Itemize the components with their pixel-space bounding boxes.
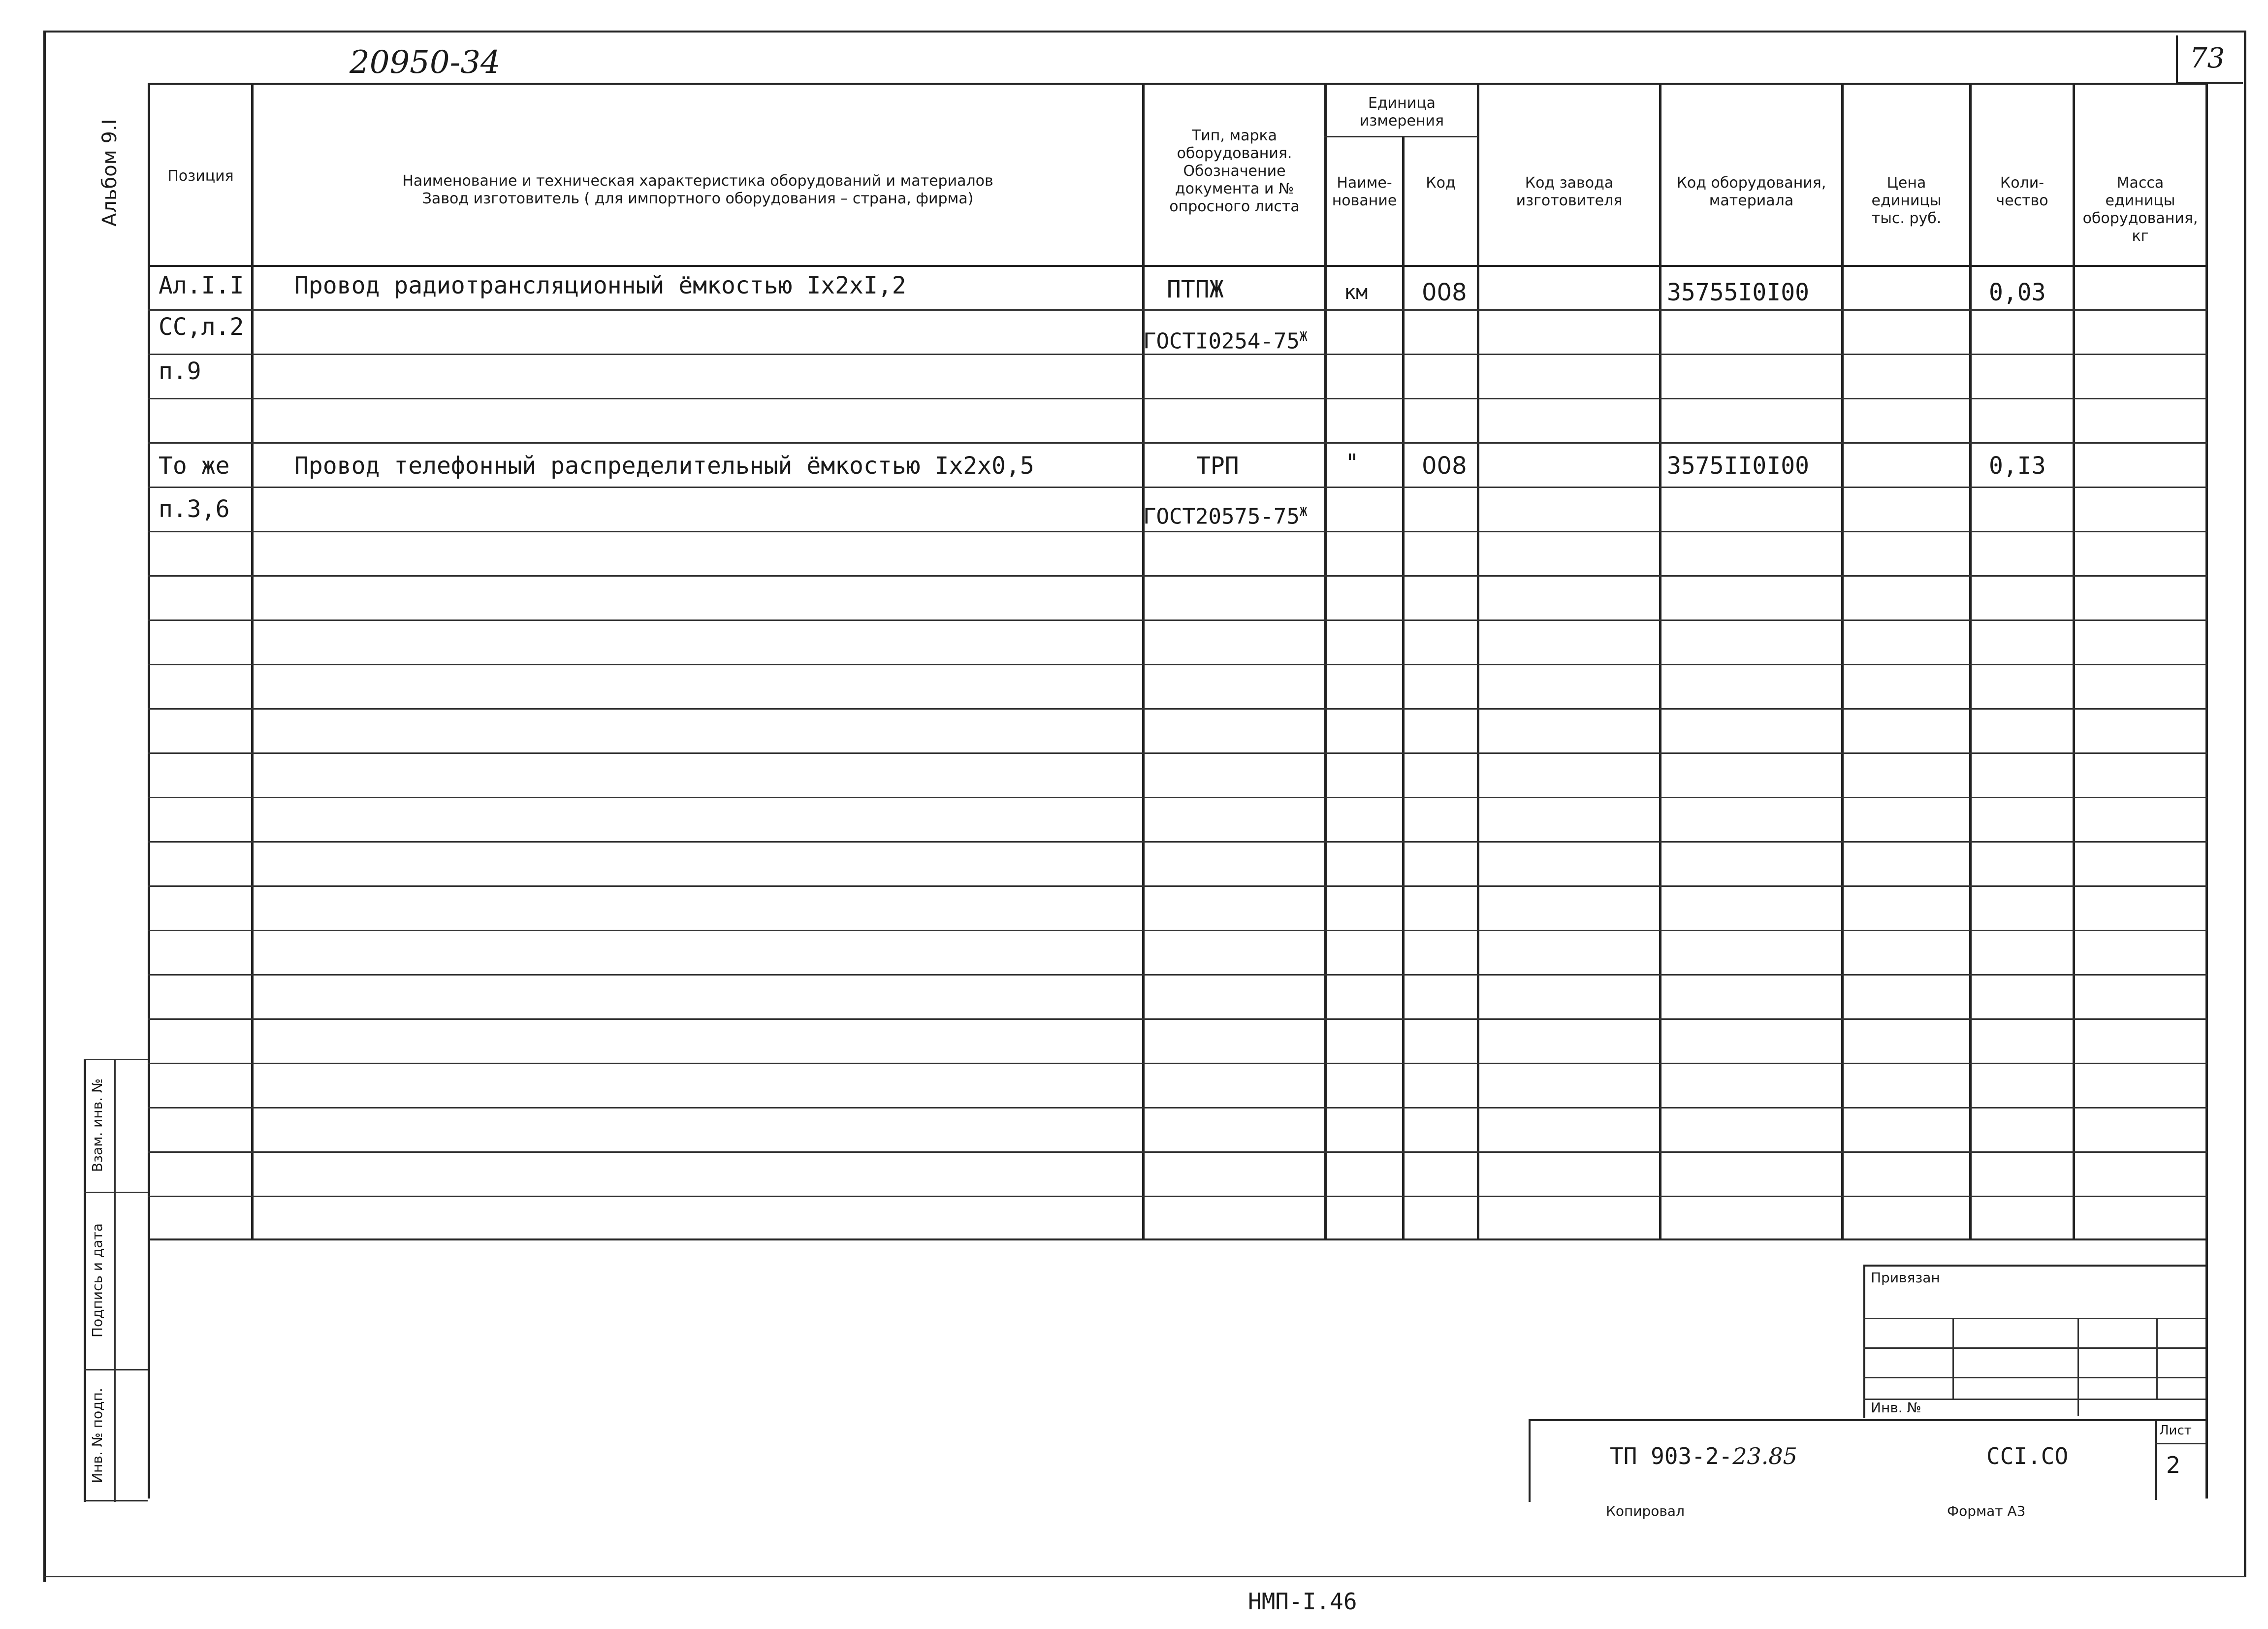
cell-unit-code: 008 (1422, 279, 1467, 306)
sheet-label: Лист (2159, 1423, 2192, 1438)
row-line (148, 398, 2207, 399)
header-quantity: Коли- чество (1996, 174, 2048, 209)
linked-label: Привязан (1871, 1270, 1940, 1286)
sheet-number: 2 (2166, 1452, 2181, 1478)
table-left (148, 83, 150, 1499)
row-line (148, 1107, 2207, 1108)
row-line (148, 974, 2207, 976)
cell-equipment-code: 3575II0I00 (1667, 452, 1809, 480)
sheet-box-div (2155, 1443, 2205, 1444)
row-line (148, 930, 2207, 931)
stamp-inv-original: Инв. № подп. (89, 1388, 105, 1483)
frame-left (43, 31, 46, 1582)
row-line (148, 797, 2207, 798)
cell-quantity: 0,I3 (1989, 452, 2046, 480)
header-type: Тип, марка оборудования. Обозначение документа и № опросного листа (1169, 127, 1300, 215)
col-sep-1 (251, 83, 254, 1240)
type-value: ГОСТI0254-75 (1143, 328, 1300, 354)
col-sep-9 (2073, 83, 2075, 1240)
cell-equipment-code: 35755I0I00 (1667, 279, 1809, 306)
cell-unit: км (1344, 281, 1368, 304)
linked-grid-v (2156, 1318, 2158, 1399)
cell-quantity: 0,03 (1989, 279, 2046, 306)
row-line (148, 1018, 2207, 1020)
cell-type: ПТПЖ (1167, 276, 1224, 303)
row-line (148, 885, 2207, 887)
linked-grid-v (1952, 1318, 1954, 1399)
doc-code (1610, 1443, 1797, 1469)
cell-unit-code: 008 (1422, 452, 1467, 480)
col-sep-2 (1142, 83, 1145, 1240)
row-line (148, 752, 2207, 754)
page-number: 73 (2190, 42, 2225, 74)
table-body-bottom (148, 1238, 2207, 1240)
row-line (148, 531, 2207, 532)
linked-grid (1863, 1377, 2205, 1378)
header-mass: Масса единицы оборудования, кг (2082, 174, 2198, 245)
cell-name: Провод телефонный распределительный ёмкостью Iх2х0,5 (294, 452, 1034, 480)
type-superscript: Ж (1299, 329, 1308, 344)
row-line (148, 1151, 2207, 1153)
cell-name: Провод радиотрансляционный ёмкостью Iх2хI,2 (294, 272, 906, 299)
doc-code-printed: ТП 903-2- (1610, 1443, 1733, 1469)
series-code: НМП-I.46 (1248, 1588, 1357, 1615)
header-position: Позиция (167, 167, 234, 185)
side-strip-left (84, 1059, 86, 1502)
frame-bottom (44, 1576, 2245, 1577)
header-unit-name: Наиме- нование (1332, 174, 1397, 209)
cell-type: ТРП (1196, 452, 1239, 480)
cell-position: п.3,6 (159, 495, 230, 523)
type-value: ГОСТ20575-75 (1143, 504, 1300, 529)
cell-position: Ал.I.I (159, 272, 244, 299)
row-line (148, 664, 2207, 665)
row-line (148, 309, 2207, 311)
header-unit-code: Код (1426, 174, 1456, 192)
row-line (148, 708, 2207, 710)
row-line (148, 575, 2207, 577)
row-line (148, 1063, 2207, 1064)
row-line (148, 487, 2207, 488)
header-unit: Единица измерения (1359, 95, 1444, 130)
linked-grid-v (2077, 1318, 2079, 1416)
row-line (148, 841, 2207, 843)
cell-type (1143, 498, 1308, 531)
inv-label: Инв. № (1871, 1400, 1921, 1416)
cell-position: То же (159, 452, 230, 480)
doc-code-handwritten: 23.85 (1732, 1443, 1797, 1469)
header-bottom (148, 265, 2207, 267)
linked-grid (1863, 1347, 2205, 1349)
row-line (148, 619, 2207, 621)
frame-right (2244, 31, 2246, 1577)
type-superscript: Ж (1299, 505, 1308, 520)
col-sep-7 (1841, 83, 1844, 1240)
cell-position: п.9 (159, 358, 201, 385)
col-sep-8 (1969, 83, 1972, 1240)
copied-by: Копировал (1606, 1503, 1685, 1519)
row-line (148, 1196, 2207, 1197)
cell-unit: " (1345, 449, 1359, 477)
stamp-replace-inv: Взам. инв. № (89, 1078, 105, 1173)
linked-grid (1863, 1318, 2205, 1319)
side-strip-mid (114, 1059, 116, 1502)
cell-position: СС,л.2 (159, 313, 244, 341)
frame-top (44, 31, 2245, 33)
cell-type (1143, 323, 1308, 356)
album-label: Альбом 9.I (98, 119, 121, 227)
col-sep-6 (1659, 83, 1661, 1240)
col-sep-4 (1402, 136, 1405, 1240)
sheet-code: ССI.СО (1986, 1443, 2069, 1469)
row-line (148, 442, 2207, 444)
format-label: Формат А3 (1947, 1503, 2026, 1519)
header-name: Наименование и техническая характеристика оборудований и материалов Завод изготовитель ( для импортного оборудования – страна, фирма) (402, 172, 993, 207)
col-sep-5 (1477, 83, 1479, 1240)
header-equipment-code: Код оборудования, материала (1676, 174, 1826, 209)
unit-sub-divider (1324, 136, 1478, 137)
header-price: Цена единицы тыс. руб. (1871, 174, 1942, 227)
doc-number: 20950-34 (350, 44, 501, 81)
col-sep-3 (1324, 83, 1327, 1240)
header-factory-code: Код завода изготовителя (1516, 174, 1623, 209)
stamp-signature-date: Подпись и дата (89, 1223, 105, 1337)
table-top (148, 83, 2207, 85)
